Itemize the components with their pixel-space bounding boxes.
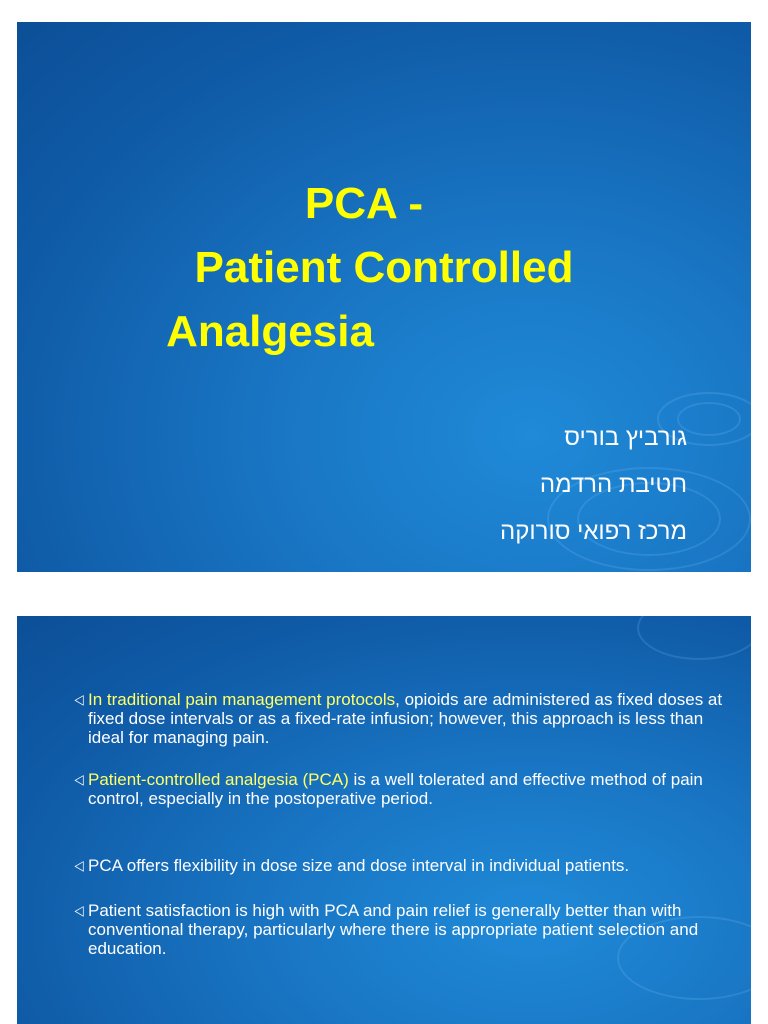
title-line-3: Analgesia xyxy=(166,307,374,356)
bullet-text: is a well tolerated and effective method of pain control, especially in the postoperative period. xyxy=(88,770,703,808)
bullet-highlight: In traditional pain management protocols xyxy=(88,690,396,709)
arrow-bullet-icon: ⨞ xyxy=(74,693,85,708)
list-item xyxy=(75,690,735,747)
author-name: גורביץ בוריס xyxy=(564,424,687,451)
department-name: חטיבת הרדמה xyxy=(539,471,687,498)
list-item xyxy=(75,770,735,808)
list-item xyxy=(75,901,735,958)
author-block xyxy=(287,414,687,555)
bullet-text: PCA offers flexibility in dose size and dose interval in individual patients. xyxy=(88,856,630,875)
bullet-text: Patient satisfaction is high with PCA and pain relief is generally better than with conventional therapy, particularly where there is appropriate patient selection and education. xyxy=(88,901,699,958)
arrow-bullet-icon: ⨞ xyxy=(74,904,85,919)
water-ripple-decoration xyxy=(637,616,751,660)
list-item xyxy=(75,856,735,875)
arrow-bullet-icon: ⨞ xyxy=(74,773,85,788)
slide-title xyxy=(17,172,751,364)
title-line-1: PCA - xyxy=(304,179,424,228)
title-line-2: Patient Controlled xyxy=(194,243,574,292)
arrow-bullet-icon: ⨞ xyxy=(74,859,85,874)
title-slide xyxy=(17,22,751,572)
bullet-highlight: Patient-controlled analgesia (PCA) xyxy=(88,770,349,789)
medical-center-name: מרכז רפואי סורוקה xyxy=(500,518,687,545)
content-slide xyxy=(17,616,751,1024)
bullet-text: , opioids are administered as fixed doses at fixed dose intervals or as a fixed-rate infusion; however, this approach is less than ideal for managing pain. xyxy=(88,690,723,747)
bullet-list xyxy=(75,690,735,958)
